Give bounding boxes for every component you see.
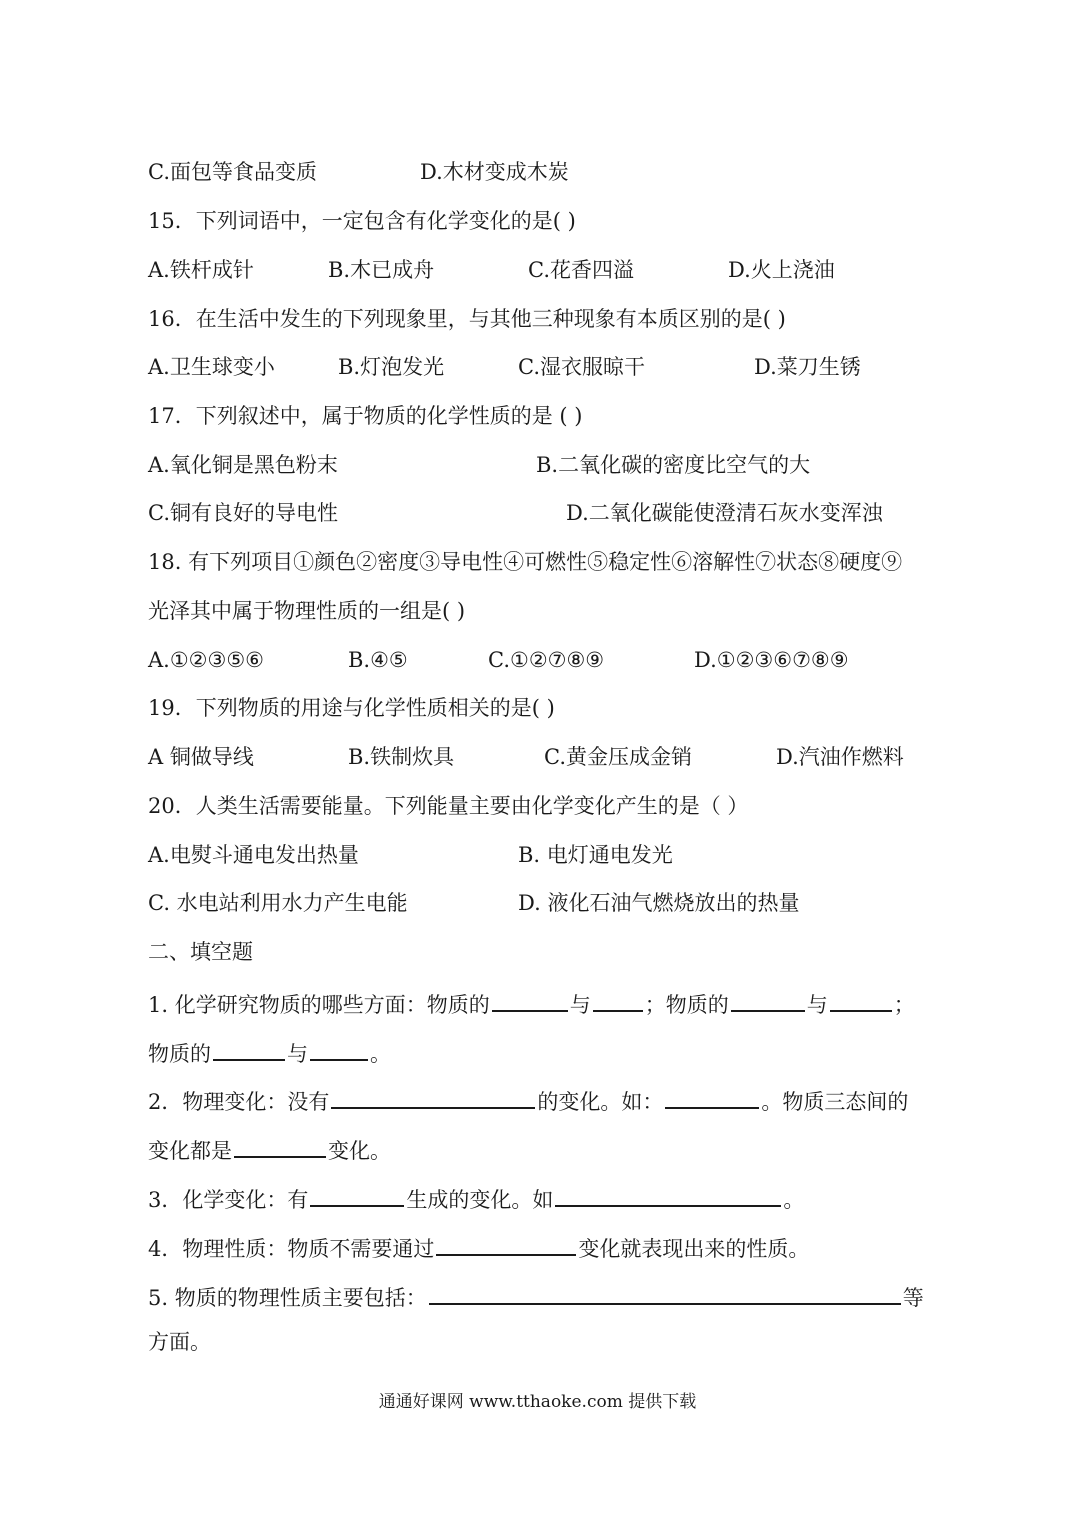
q17-option-d: D.二氧化碳能使澄清石灰水变浑浊: [566, 501, 883, 525]
page-footer: 通通好课网 www.tthaoke.com 提供下载: [378, 1392, 697, 1412]
q16-option-b: B.灯泡发光: [338, 355, 445, 379]
fill1-text-d: 与: [806, 993, 828, 1017]
q18-stem-line1: 18. 有下列项目①颜色②密度③导电性④可燃性⑤稳定性⑥溶解性⑦状态⑧硬度⑨: [148, 550, 903, 574]
fill1-blank-2: [593, 984, 643, 1012]
q14-option-d: D.木材变成木炭: [420, 160, 569, 184]
q16-option-a: A.卫生球变小: [148, 355, 275, 379]
q19-option-b: B.铁制炊具: [348, 745, 455, 769]
fill1-blank-3: [731, 984, 805, 1012]
q15-stem: 15．下列词语中，一定包含有化学变化的是( ): [148, 209, 576, 233]
q18-option-a: A.①②③⑤⑥: [148, 648, 264, 672]
section-heading-fill-in: 二、填空题: [148, 940, 253, 964]
q18-option-c: C.①②⑦⑧⑨: [488, 648, 605, 672]
q20-option-a: A.电熨斗通电发出热量: [148, 843, 359, 867]
fill1-blank-1: [492, 984, 568, 1012]
fill3-text-a: 3．化学变化：有: [148, 1188, 309, 1212]
fill3-text-c: 。: [783, 1188, 805, 1212]
q14-option-c: C.面包等食品变质: [148, 160, 317, 184]
fill2-text-c: 。物质三态间的: [761, 1090, 909, 1114]
q18-option-b: B.④⑤: [348, 648, 408, 672]
q19-stem: 19．下列物质的用途与化学性质相关的是( ): [148, 696, 555, 720]
fill1-blank-5: [213, 1033, 285, 1061]
fill3-blank-1: [310, 1179, 404, 1207]
q20-option-b: B. 电灯通电发光: [518, 843, 673, 867]
fill1-text-a: 1. 化学研究物质的哪些方面：物质的: [148, 993, 490, 1017]
fill4-text-b: 变化就表现出来的性质。: [578, 1237, 810, 1261]
q19-option-d: D.汽油作燃料: [776, 745, 904, 769]
fill1-text-c: ；物质的: [644, 993, 729, 1017]
fill2-text-e: 变化。: [328, 1139, 391, 1163]
fill2-blank-2: [665, 1081, 759, 1109]
fill2-blank-3: [234, 1130, 326, 1158]
q15-option-c: C.花香四溢: [528, 258, 634, 282]
fill1-text-h: 。: [370, 1042, 391, 1066]
q15-option-d: D.火上浇油: [728, 258, 835, 282]
fill2-text-d: 变化都是: [148, 1139, 232, 1163]
q16-option-d: D.菜刀生锈: [754, 355, 861, 379]
q15-option-a: A.铁杆成针: [148, 258, 254, 282]
fill1-text-f: 物质的: [148, 1042, 211, 1066]
q17-option-c: C.铜有良好的导电性: [148, 501, 338, 525]
fill1-text-g: 与: [287, 1042, 308, 1066]
fill1-line1: [148, 984, 915, 1018]
fill3-text-b: 生成的变化。如: [406, 1188, 554, 1212]
q20-option-c: C. 水电站利用水力产生电能: [148, 891, 408, 915]
fill2-line1: [148, 1081, 908, 1115]
fill5-text-b: 等: [902, 1286, 924, 1310]
fill5-line1: [148, 1277, 924, 1311]
fill1-blank-6: [310, 1033, 368, 1061]
fill2-text-b: 的变化。如：: [537, 1090, 664, 1114]
fill4-text-a: 4．物理性质：物质不需要通过: [148, 1237, 435, 1261]
q16-option-c: C.湿衣服晾干: [518, 355, 645, 379]
fill1-blank-4: [830, 984, 892, 1012]
fill2-blank-1: [331, 1081, 535, 1109]
fill1-text-e: ；: [893, 993, 915, 1017]
q17-option-b: B.二氧化碳的密度比空气的大: [536, 453, 811, 477]
q16-stem: 16．在生活中发生的下列现象里，与其他三种现象有本质区别的是( ): [148, 307, 786, 331]
q18-stem-line2: 光泽其中属于物理性质的一组是( ): [148, 599, 466, 623]
fill1-line2: [148, 1033, 391, 1067]
q19-option-c: C.黄金压成金销: [544, 745, 692, 769]
q19-option-a: A 铜做导线: [148, 745, 254, 769]
fill2-text-a: 2．物理变化：没有: [148, 1090, 330, 1114]
q20-stem: 20．人类生活需要能量。下列能量主要由化学变化产生的是（ ）: [148, 794, 749, 818]
q15-option-b: B.木已成舟: [328, 258, 435, 282]
q18-option-d: D.①②③⑥⑦⑧⑨: [694, 648, 849, 672]
q20-option-d: D. 液化石油气燃烧放出的热量: [518, 891, 800, 915]
fill5-blank-1: [429, 1277, 901, 1305]
fill1-text-b: 与: [569, 993, 591, 1017]
q17-stem: 17．下列叙述中，属于物质的化学性质的是 ( ): [148, 404, 583, 428]
fill3-line: [148, 1179, 804, 1213]
fill3-blank-2: [555, 1179, 781, 1207]
fill4-line: [148, 1228, 809, 1262]
fill5-text-a: 5. 物质的物理性质主要包括：: [148, 1286, 427, 1310]
fill2-line2: [148, 1130, 391, 1164]
fill4-blank-1: [436, 1228, 576, 1256]
fill5-line2: 方面。: [148, 1330, 211, 1354]
q17-option-a: A.氧化铜是黑色粉末: [148, 453, 338, 477]
